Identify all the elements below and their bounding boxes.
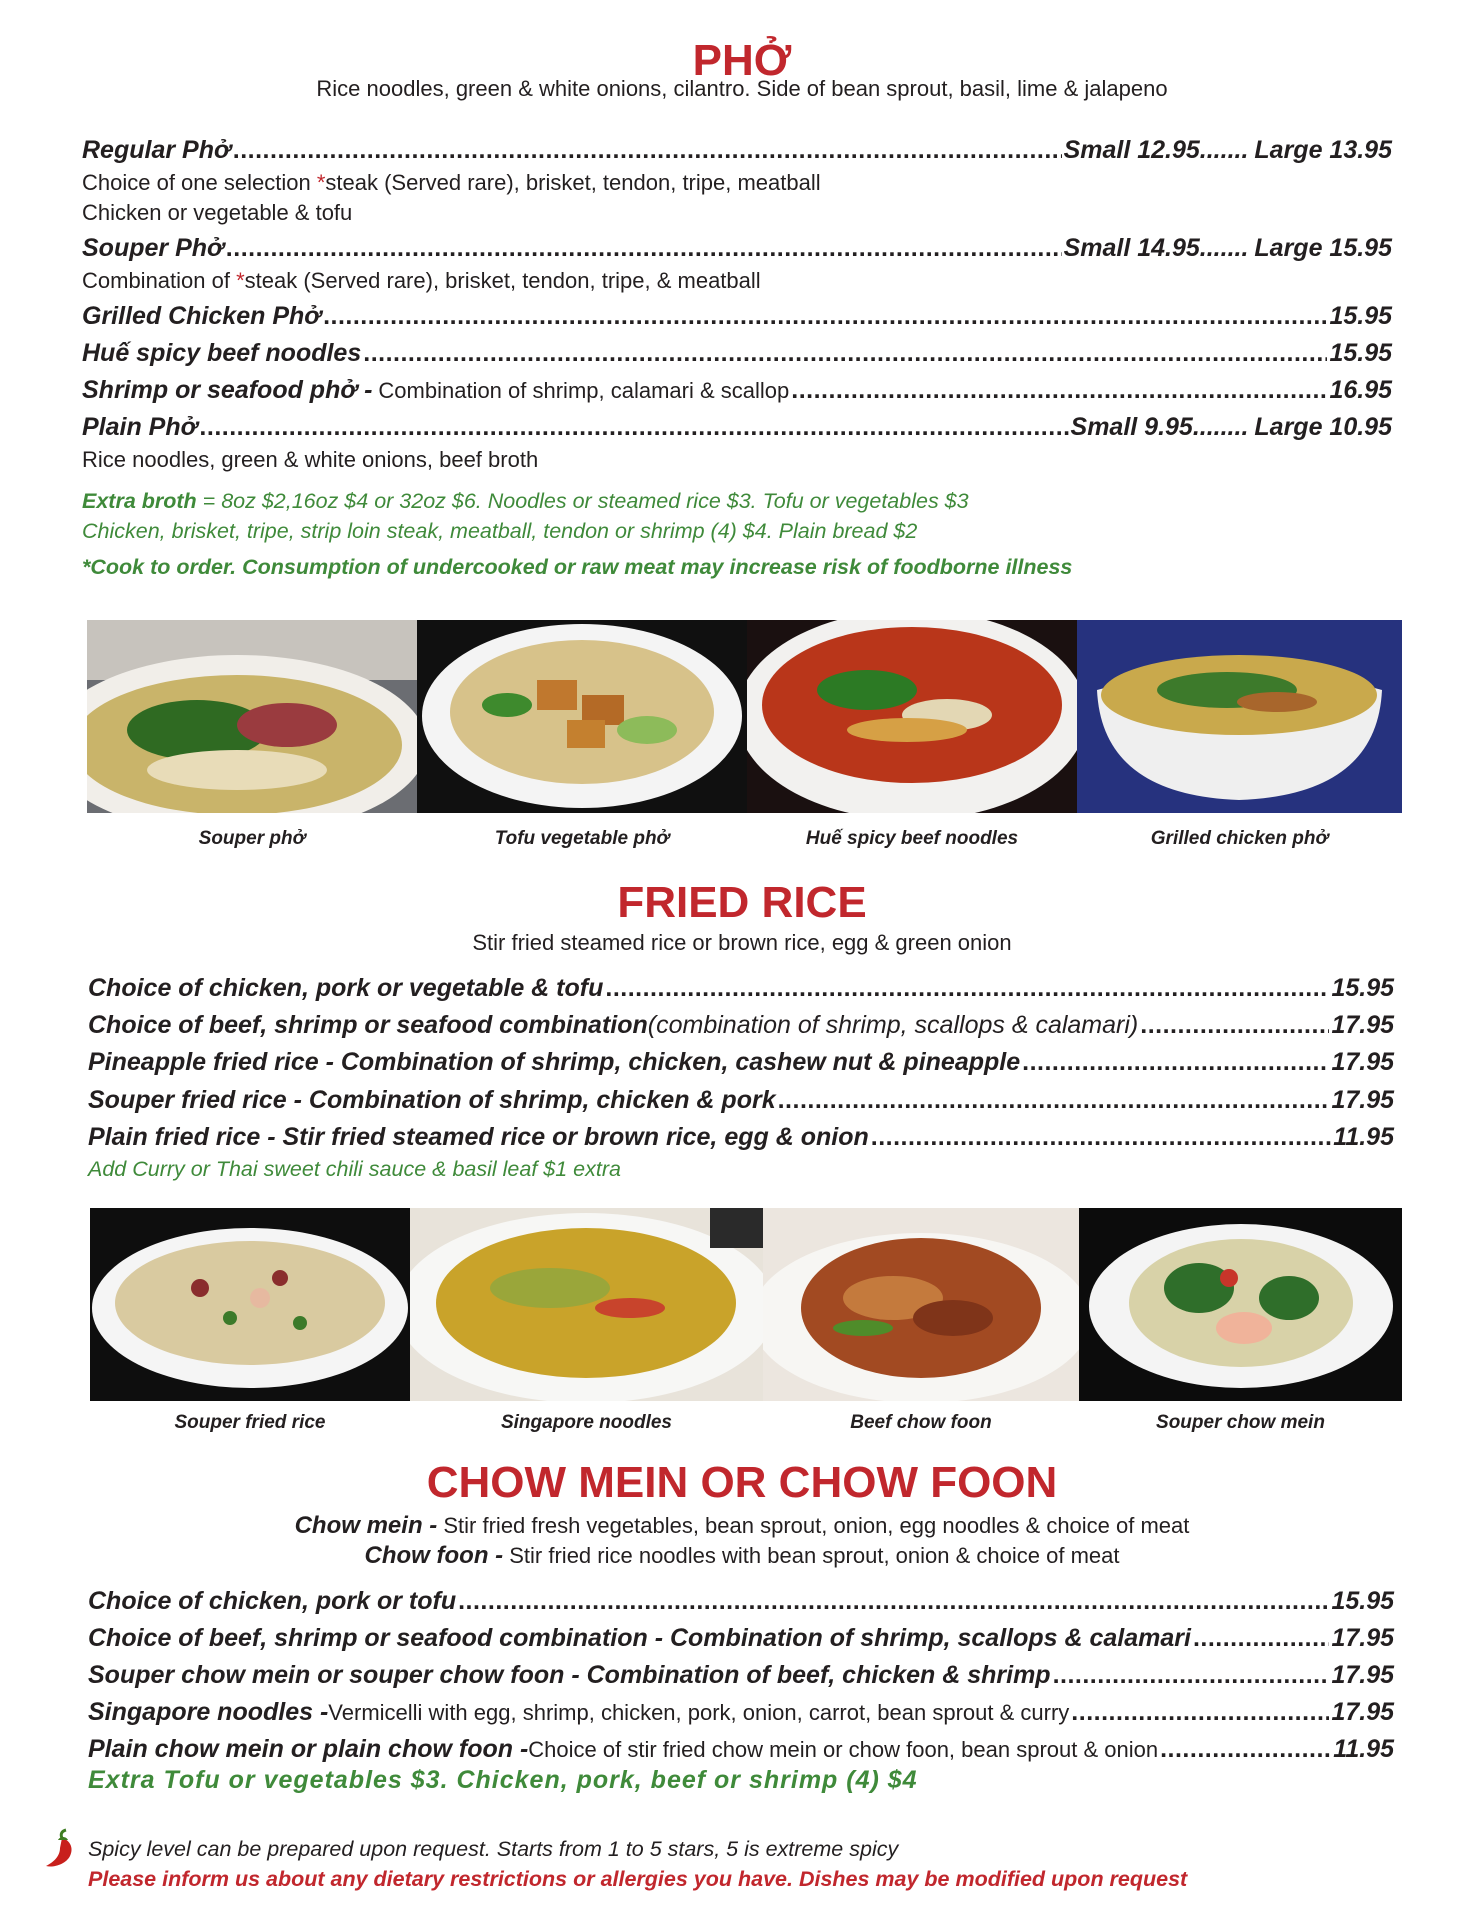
item-description: Choice of one selection *steak (Served rare), brisket, tendon, tripe, meatball — [82, 170, 821, 195]
item-description: Choice of stir fried chow mein or chow foon, bean sprout & onion — [528, 1737, 1159, 1762]
menu-item-shrimp-seafood-pho — [82, 376, 1392, 405]
item-price: 16.95 — [1329, 376, 1392, 404]
chow-mein-description: Chow mein - Stir fried fresh vegetables, bean sprout, onion, egg noodles & choice of meat — [294, 1512, 1190, 1539]
chow-title: CHOW MEIN OR CHOW FOON — [426, 1458, 1058, 1507]
item-name: Grilled Chicken Phở — [82, 302, 322, 330]
item-price: 17.95 — [1331, 1048, 1394, 1076]
photo-caption: Singapore noodles — [500, 1412, 673, 1433]
menu-item-grilled-chicken-pho — [82, 302, 1392, 331]
item-price: 15.95 — [1331, 974, 1394, 1002]
menu-item-plain-pho: Plain Phở ..... Small 9.95 ........ Large 10.95 — [82, 413, 1392, 442]
item-name: Singapore noodles - — [88, 1698, 329, 1726]
item-description: Rice noodles, green & white onions, beef broth — [82, 447, 539, 472]
item-description: Vermicelli with egg, shrimp, chicken, pork, onion, carrot, bean sprout & curry — [328, 1700, 1070, 1725]
menu-item — [88, 1011, 1394, 1040]
item-description: Combination of shrimp, calamari & scallop — [378, 378, 790, 403]
photo-caption: Tofu vegetable phở — [494, 828, 670, 849]
menu-item — [88, 1048, 1394, 1077]
photo-caption: Beef chow foon — [850, 1412, 992, 1433]
pho-subtitle: Rice noodles, green & white onions, cilantro. Side of bean sprout, basil, lime & jalapeno — [316, 76, 1168, 101]
fried-rice-title: FRIED RICE — [617, 878, 867, 927]
item-name: Choice of beef, shrimp or seafood combination - Combination of shrimp, scallops & calamari — [88, 1624, 1191, 1652]
food-safety-warning: *Cook to order. Consumption of undercooked or raw meat may increase risk of foodborne illness — [82, 555, 1073, 579]
item-name: Regular Phở — [82, 136, 231, 164]
item-price-small: Small 9.95 — [1070, 413, 1193, 441]
item-price-small: Small 14.95 — [1063, 234, 1200, 262]
item-price: 17.95 — [1331, 1624, 1394, 1652]
chili-pepper-icon — [40, 1828, 82, 1870]
photo-souper-pho — [87, 620, 417, 813]
photo-caption: Huế spicy beef noodles — [805, 828, 1019, 849]
allergy-note: Please inform us about any dietary restrictions or allergies you have. Dishes may be modified upon request — [88, 1867, 1188, 1891]
photo-hue-spicy-beef-noodles — [747, 620, 1077, 813]
item-name: Pineapple fried rice - Combination of shrimp, chicken, cashew nut & pineapple — [88, 1048, 1021, 1076]
photo-grilled-chicken-pho — [1077, 620, 1402, 813]
menu-item — [88, 1698, 1394, 1727]
item-price: 15.95 — [1329, 339, 1392, 367]
menu-item-regular-pho: Regular Phở ..... Small 12.95 ....... Large 13.95 — [82, 136, 1392, 165]
item-name: Souper chow mein or souper chow foon - Combination of beef, chicken & shrimp — [88, 1661, 1051, 1689]
item-price: 17.95 — [1331, 1086, 1394, 1114]
item-name: Souper fried rice - Combination of shrimp, chicken & pork — [88, 1086, 776, 1114]
spicy-level-note: Spicy level can be prepared upon request. Starts from 1 to 5 stars, 5 is extreme spicy — [88, 1837, 899, 1861]
item-price: 17.95 — [1331, 1011, 1394, 1039]
menu-item — [88, 1086, 1394, 1115]
item-description: Chicken or vegetable & tofu — [82, 200, 353, 225]
item-price: 11.95 — [1333, 1735, 1394, 1763]
item-name: Plain fried rice - Stir fried steamed rice or brown rice, egg & onion — [88, 1123, 869, 1151]
photo-caption: Grilled chicken phở — [1150, 828, 1329, 849]
item-description: (combination of shrimp, scallops & calamari) — [647, 1011, 1139, 1039]
item-name: Choice of chicken, pork or tofu — [88, 1587, 457, 1615]
item-price: 15.95 — [1331, 1587, 1394, 1615]
menu-item — [88, 1661, 1394, 1690]
photo-souper-fried-rice — [90, 1208, 410, 1401]
item-price: 17.95 — [1331, 1661, 1394, 1689]
menu-item — [88, 1587, 1394, 1616]
photo-tofu-vegetable-pho — [417, 620, 747, 813]
fried-rice-note: Add Curry or Thai sweet chili sauce & basil leaf $1 extra — [88, 1157, 621, 1181]
item-name: Plain Phở — [82, 413, 198, 441]
item-description: Combination of *steak (Served rare), brisket, tendon, tripe, & meatball — [82, 268, 761, 293]
photo-caption: Souper chow mein — [1156, 1412, 1325, 1433]
item-price: 17.95 — [1331, 1698, 1394, 1726]
pho-title: PHỞ — [692, 36, 792, 85]
fried-rice-subtitle: Stir fried steamed rice or brown rice, egg & green onion — [472, 930, 1012, 955]
item-name: Plain chow mein or plain chow foon - — [88, 1735, 529, 1763]
item-price-large: Large 10.95 — [1254, 413, 1392, 441]
photo-caption: Souper fried rice — [174, 1412, 326, 1433]
menu-item — [88, 1123, 1394, 1152]
photo-singapore-noodles — [410, 1208, 763, 1401]
item-name: Choice of beef, shrimp or seafood combination — [88, 1011, 648, 1039]
item-price: 11.95 — [1333, 1123, 1394, 1151]
item-name: Choice of chicken, pork or vegetable & tofu — [88, 974, 604, 1002]
item-price-large: Large 13.95 — [1254, 136, 1392, 164]
menu-item — [88, 1624, 1394, 1653]
photo-beef-chow-foon — [763, 1208, 1079, 1401]
item-price-large: Large 15.95 — [1254, 234, 1392, 262]
item-name: Souper Phở — [82, 234, 224, 262]
menu-item-hue-spicy-beef — [82, 339, 1392, 368]
menu-item-souper-pho: Souper Phở ..... Small 14.95 ....... Large 15.95 — [82, 234, 1392, 263]
item-price: 15.95 — [1329, 302, 1392, 330]
extra-broth-note: Extra broth = 8oz $2,16oz $4 or 32oz $6. Noodles or steamed rice $3. Tofu or vegetables $3 — [82, 489, 969, 513]
photo-caption: Souper phở — [198, 828, 306, 849]
item-name: Huế spicy beef noodles — [82, 339, 362, 367]
chow-extras-note: Extra Tofu or vegetables $3. Chicken, pork, beef or shrimp (4) $4 — [88, 1766, 918, 1794]
menu-item — [88, 974, 1394, 1003]
menu-item — [88, 1735, 1394, 1764]
item-name: Shrimp or seafood phở - — [82, 376, 373, 404]
item-price-small: Small 12.95 — [1063, 136, 1200, 164]
chow-foon-description: Chow foon - Stir fried rice noodles with bean sprout, onion & choice of meat — [364, 1542, 1120, 1569]
extras-note: Chicken, brisket, tripe, strip loin steak, meatball, tendon or shrimp (4) $4. Plain bread $2 — [82, 519, 918, 543]
photo-souper-chow-mein — [1079, 1208, 1402, 1401]
